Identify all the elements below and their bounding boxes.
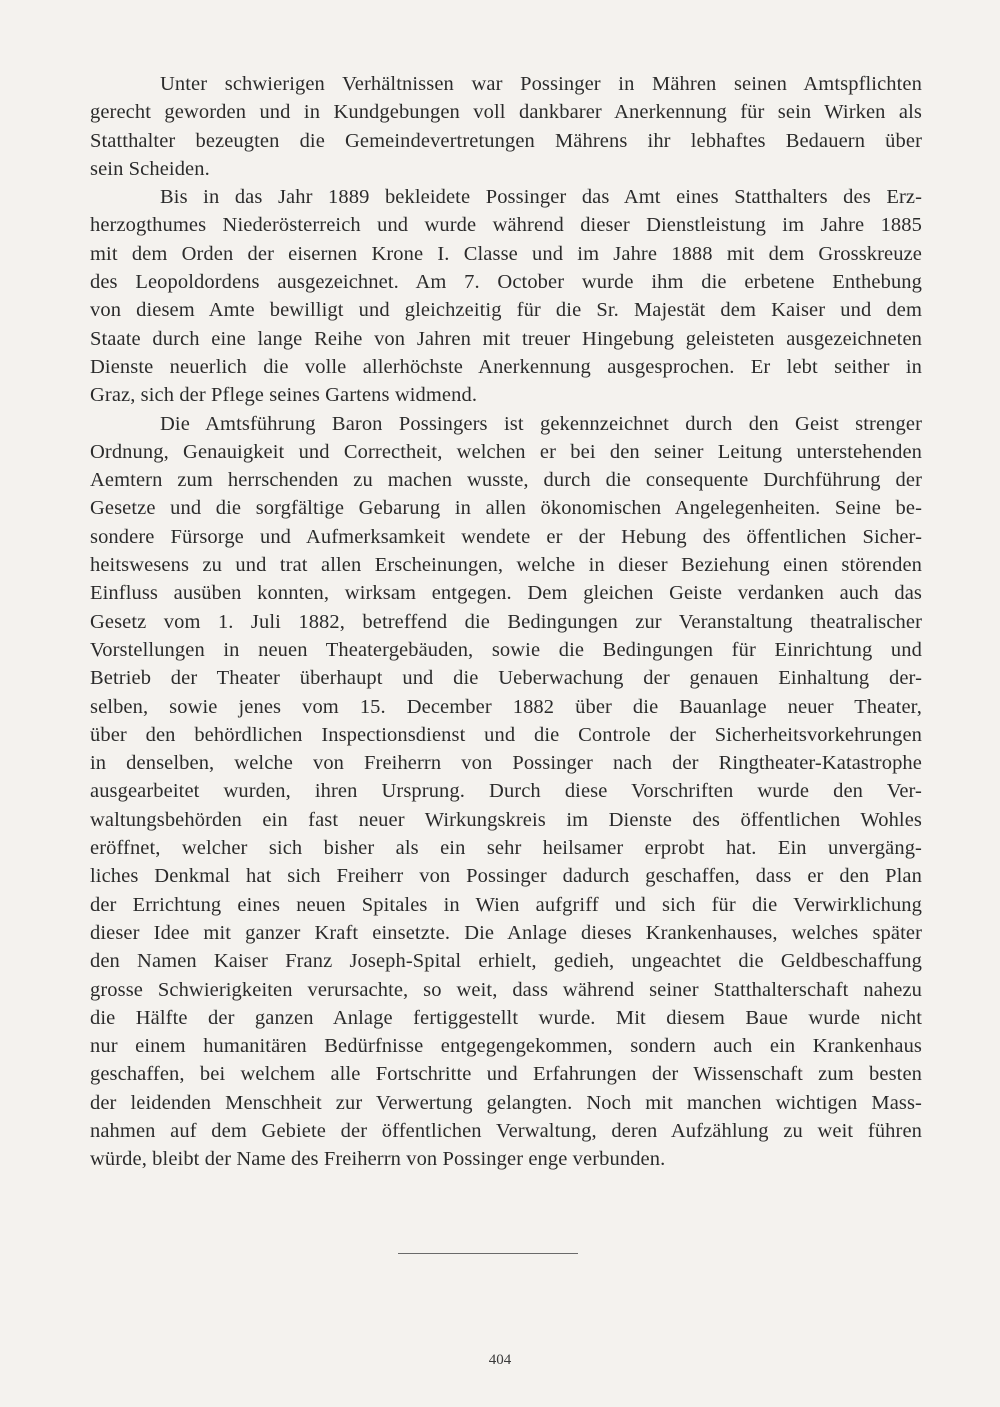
text-line: Bis in das Jahr 1889 bekleidete Possinger das Amt eines Statthalters des Erz- bbox=[160, 186, 922, 209]
text-line: der leidenden Menschheit zur Verwertung gelangten. Noch mit manchen wichtigen Mass- bbox=[90, 1091, 922, 1114]
text-line: sondere Fürsorge und Aufmerksamkeit wendete er der Hebung des öffentlichen Sicher- bbox=[90, 525, 922, 548]
text-line: herzogthumes Niederösterreich und wurde während dieser Dienstleistung im Jahre 1885 bbox=[90, 214, 922, 237]
text-line: des Leopoldordens ausgezeichnet. Am 7. October wurde ihm die erbetene Enthebung bbox=[90, 271, 922, 294]
text-line: Gesetz vom 1. Juli 1882, betreffend die Bedingungen zur Veranstaltung theatralischer bbox=[90, 610, 922, 633]
text-line: über den behördlichen Inspectionsdienst und die Controle der Sicherheitsvorkehrungen bbox=[90, 723, 922, 746]
text-line: von diesem Amte bewilligt und gleichzeitig für die Sr. Majestät dem Kaiser und dem bbox=[90, 299, 922, 322]
text-line: liches Denkmal hat sich Freiherr von Possinger dadurch geschaffen, dass er den Plan bbox=[90, 865, 922, 888]
text-line: Dienste neuerlich die volle allerhöchste Anerkennung ausgesprochen. Er lebt seither in bbox=[90, 355, 922, 378]
text-line: waltungsbehörden ein fast neuer Wirkungskreis im Dienste des öffentlichen Wohles bbox=[90, 808, 922, 831]
text-line: Einfluss ausüben konnten, wirksam entgegen. Dem gleichen Geiste verdanken auch das bbox=[90, 582, 922, 605]
text-line: gerecht geworden und in Kundgebungen voll dankbarer Anerkennung für sein Wirken als bbox=[90, 101, 922, 124]
section-divider bbox=[398, 1253, 578, 1254]
text-line: Graz, sich der Pflege seines Gartens widmend. bbox=[90, 384, 478, 407]
text-line: nur einem humanitären Bedürfnisse entgegengekommen, sondern auch ein Krankenhaus bbox=[90, 1035, 922, 1058]
text-line: nahmen auf dem Gebiete der öffentlichen Verwaltung, deren Aufzählung zu weit führen bbox=[90, 1119, 922, 1142]
text-line: geschaffen, bei welchem alle Fortschritte und Erfahrungen der Wissenschaft zum besten bbox=[90, 1063, 922, 1086]
text-line: grosse Schwierigkeiten verursachte, so weit, dass während seiner Statthalterschaft nahezu bbox=[90, 978, 922, 1001]
text-line: die Hälfte der ganzen Anlage fertiggestellt wurde. Mit diesem Baue wurde nicht bbox=[90, 1006, 922, 1029]
text-line: sein Scheiden. bbox=[90, 157, 210, 180]
text-line: Statthalter bezeugten die Gemeindevertretungen Mährens ihr lebhaftes Bedauern über bbox=[90, 129, 922, 152]
text-line: selben, sowie jenes vom 15. December 1882 über die Bauanlage neuer Theater, bbox=[90, 695, 922, 718]
text-line: Ordnung, Genauigkeit und Correctheit, welchen er bei den seiner Leitung unterstehenden bbox=[90, 440, 922, 463]
text-line: Gesetze und die sorgfältige Gebarung in allen ökonomischen Angelegenheiten. Seine be- bbox=[90, 497, 922, 520]
page-number: 404 bbox=[488, 1352, 512, 1368]
text-line: würde, bleibt der Name des Freiherrn von Possinger enge verbunden. bbox=[90, 1148, 666, 1171]
text-line: Staate durch eine lange Reihe von Jahren mit treuer Hingebung geleisteten ausgezeichneten bbox=[90, 327, 922, 350]
text-line: Unter schwierigen Verhältnissen war Possinger in Mähren seinen Amtspflichten bbox=[160, 73, 922, 95]
text-line: heitswesens zu und trat allen Erscheinungen, welche in dieser Beziehung einen störenden bbox=[90, 554, 922, 577]
body-text bbox=[90, 70, 922, 1174]
text-line: der Errichtung eines neuen Spitales in Wien aufgriff und sich für die Verwirklichung bbox=[90, 893, 922, 916]
text-line: dieser Idee mit ganzer Kraft einsetzte. Die Anlage dieses Krankenhauses, welches später bbox=[90, 921, 922, 944]
text-line: Vorstellungen in neuen Theatergebäuden, sowie die Bedingungen für Einrichtung und bbox=[90, 638, 922, 661]
text-line: mit dem Orden der eisernen Krone I. Classe und im Jahre 1888 mit dem Grosskreuze bbox=[90, 242, 922, 265]
text-line: den Namen Kaiser Franz Joseph-Spital erhielt, gedieh, ungeachtet die Geldbeschaffung bbox=[90, 950, 922, 973]
text-line: Betrieb der Theater überhaupt und die Ueberwachung der genauen Einhaltung der- bbox=[90, 667, 922, 690]
text-line: Die Amtsführung Baron Possingers ist gekennzeichnet durch den Geist strenger bbox=[160, 412, 922, 435]
text-line: ausgearbeitet wurden, ihren Ursprung. Durch diese Vorschriften wurde den Ver- bbox=[90, 780, 922, 803]
text-line: eröffnet, welcher sich bisher als ein sehr heilsamer erprobt hat. Ein unvergäng- bbox=[90, 837, 922, 860]
text-line: in denselben, welche von Freiherrn von Possinger nach der Ringtheater-Katastrophe bbox=[90, 752, 922, 775]
text-line: Aemtern zum herrschenden zu machen wusste, durch die consequente Durchführung der bbox=[90, 469, 922, 492]
